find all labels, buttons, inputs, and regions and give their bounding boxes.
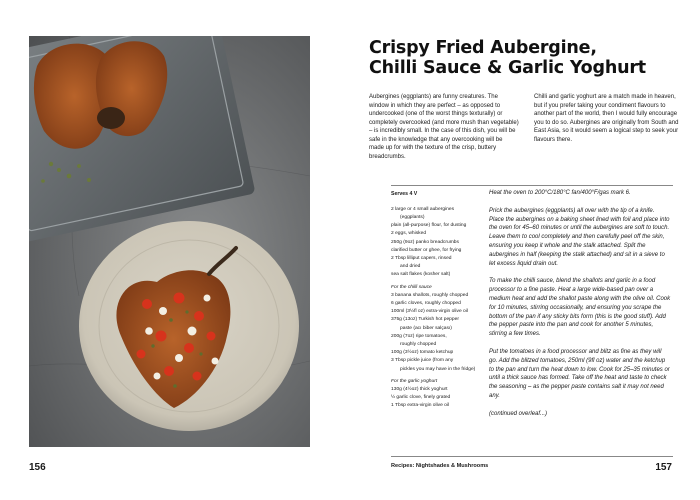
method-step: Put the tomatoes in a food processor and blitz as fine as they will go. Add the blitzed tomatoes, 250ml (9fl oz) water and the ketchup to the pan and turn the heat down to low. Cook for 25–35 minutes or until a thick sauce has formed. Take off the heat and taste to check the seasoning – as the pepper paste contains salt it may not need any. [489, 348, 670, 399]
ingredient-line: pickles you may have in the fridge) [400, 366, 476, 372]
ingredient-line: 2 eggs, whisked [391, 231, 427, 237]
chilli-sauce-heading: For the chilli sauce [391, 284, 432, 290]
page-number-right: 157 [655, 462, 672, 473]
ingredient-line: 3 banana shallots, roughly chopped [391, 292, 469, 298]
recipe-title-line-2: Chilli Sauce & Garlic Yoghurt [369, 58, 646, 78]
footer-divider [391, 456, 673, 457]
intro-paragraph-1: Aubergines (eggplants) are funny creatures. The window in which they are perfect – as opposed to undercooked (one of the worst things texturally) or completely overcooked (and more mush than vegetable) – is incredibly small. In the case of this dish, you will be safe in the knowledge that any overcooking will be made up for with the texture of the crisp, buttery breadcrumbs. [369, 94, 519, 160]
ingredient-line: 3 Tbsp pickle juice (from any [391, 358, 454, 364]
ingredient-line: 2 large or 4 small aubergines [391, 206, 455, 212]
method-step: Prick the aubergines (eggplants) all over with the tip of a knife. Place the aubergines on a baking sheet lined with foil and place into the oven for 45–60 minutes or until the aubergines are soft to touch. Leave them to cool completely and then carefully peel off the skin, ensuring you keep it whole and the stalk attached. Split the aubergines in half (keeping the stalk attached) and sit in a sieve to let excess liquid drain out. [489, 207, 670, 267]
ingredient-line: ½ garlic clove, finely grated [391, 395, 451, 401]
recipe-title-line-1: Crispy Fried Aubergine, [369, 38, 597, 58]
ingredients-main [391, 206, 487, 280]
footer-section-title: Recipes: Nightshades & Mushrooms [391, 463, 489, 469]
ingredient-line: 2 Tbsp lilliput capers, rinsed [391, 256, 452, 262]
section-divider [391, 185, 673, 186]
ingredients-chilli-sauce [391, 292, 487, 374]
recipe-title [369, 38, 679, 78]
serves-label: Serves 4 V [391, 191, 418, 197]
ingredient-line: 200g (7oz) ripe tomatoes, [391, 333, 447, 339]
ingredient-line: (eggplants) [400, 215, 425, 220]
method-step: Heat the oven to 200°C/180°C fan/400°F/gas mark 6. [489, 190, 631, 196]
ingredient-line: 6 garlic cloves, roughly chopped [391, 301, 461, 307]
ingredients-list [391, 190, 487, 411]
garlic-yoghurt-heading: For the garlic yoghurt [391, 378, 438, 384]
ingredient-line: 100g (3½oz) tomato ketchup [391, 350, 454, 356]
recipe-photo [29, 36, 310, 447]
method-step: To make the chilli sauce, blend the shallots and garlic in a food processor to a fine paste. Heat a large wide-based pan over a medium heat and add the shallot paste along with the olive oil. Cook for 10 minutes, stirring occasionally, and ensuring you scrape the bottom of the pan if any sticky bits form (this is the good stuff). Add the pepper paste into the pan and cook for another 5 minutes, stirring a few times. [489, 278, 671, 338]
page-number-left: 156 [29, 462, 46, 473]
ingredient-line: paste (acı biber salçası) [400, 325, 452, 331]
ingredient-line: 375g (13oz) Turkish hot pepper [391, 317, 459, 323]
ingredient-line: 1 Tbsp extra-virgin olive oil [391, 403, 450, 409]
intro-paragraph-2: Chilli and garlic yoghurt are a match made in heaven, but if you prefer taking your condiment flavours to another part of the world, then I would fully encourage you to do so. Aubergines are originally from South and East Asia, so it would seem a logical step to seek your flavours there. [534, 94, 679, 143]
method-steps [489, 189, 671, 428]
ingredient-line: 100ml (3½fl oz) extra-virgin olive oil [391, 309, 468, 315]
continued-note: (continued overleaf...) [489, 410, 548, 417]
ingredient-line: 130g (4½oz) thick yoghurt [391, 387, 448, 393]
ingredient-line: roughly chopped [400, 342, 437, 348]
ingredient-line: 250g (9oz) panko breadcrumbs [391, 239, 459, 245]
ingredient-line: plain (all-purpose) flour, for dusting [391, 223, 467, 229]
ingredient-line: sea salt flakes (kosher salt) [391, 272, 451, 278]
ingredients-garlic-yoghurt [391, 386, 487, 411]
ingredient-line: and dried [400, 264, 421, 270]
ingredient-line: clarified butter or ghee, for frying [391, 247, 462, 253]
